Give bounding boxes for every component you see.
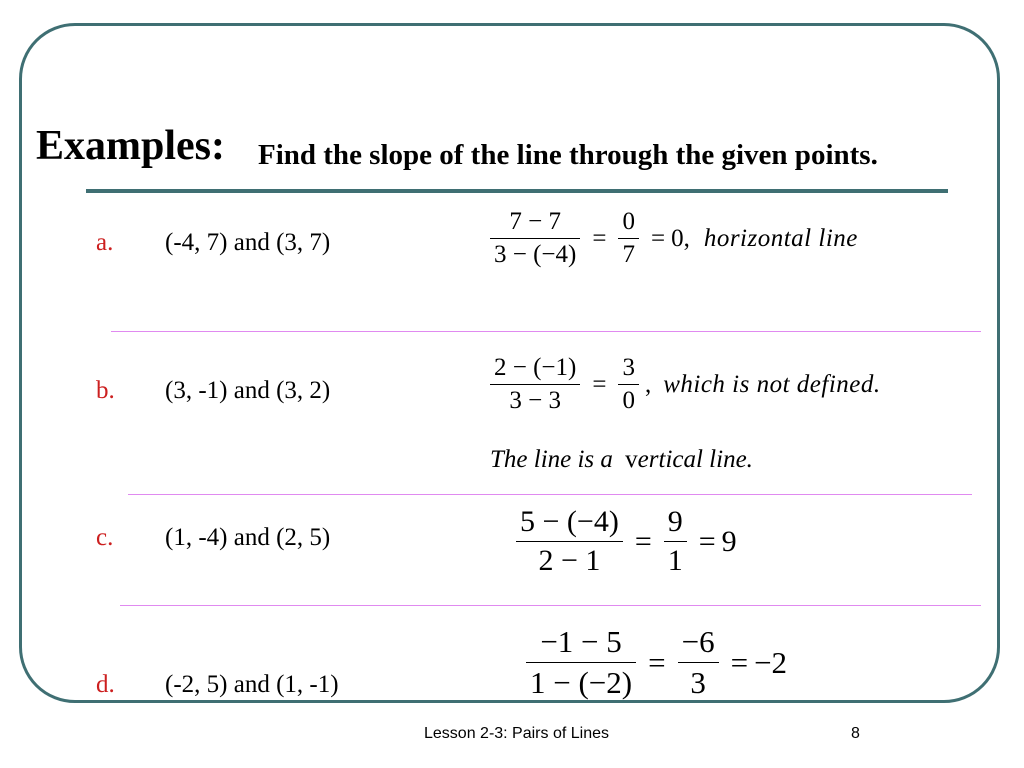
example-d-fraction-1-numerator: −1 − 5	[540, 624, 622, 659]
example-b-vertical-note-v: v	[625, 446, 638, 473]
example-d-result: −2	[754, 644, 788, 680]
example-c-result: 9	[721, 524, 737, 558]
example-d-fraction-1-denominator: 1 − (−2)	[530, 665, 633, 700]
equals-sign: =	[648, 644, 666, 680]
example-d-equation	[520, 624, 787, 701]
slide-title: Examples:	[36, 123, 225, 169]
example-b-vertical-note-start: The line is a	[490, 446, 613, 473]
example-a-fraction-1-denominator: 3 − (−4)	[494, 241, 577, 268]
example-a-fraction-2	[618, 208, 639, 269]
example-d-fraction-2-numerator: −6	[681, 624, 715, 659]
example-d-fraction-2	[678, 624, 719, 701]
example-b-fraction-1	[490, 354, 580, 415]
footer-page-number: 8	[851, 725, 860, 742]
equals-sign: =	[650, 224, 666, 252]
example-b-vertical-note	[490, 446, 753, 474]
separator-line	[120, 605, 981, 606]
equals-sign: =	[592, 370, 607, 398]
equals-sign: =	[592, 224, 607, 252]
example-c-fraction-2-numerator: 9	[667, 505, 683, 538]
title-divider	[86, 189, 948, 193]
example-b-fraction-2-denominator: 0	[622, 387, 635, 414]
example-c-fraction-2	[664, 505, 687, 578]
example-d-points: (-2, 5) and (1, -1)	[165, 671, 339, 698]
example-c-points: (1, -4) and (2, 5)	[165, 524, 331, 551]
example-d-fraction-1	[526, 624, 636, 701]
footer-lesson-title: Lesson 2-3: Pairs of Lines	[424, 725, 609, 742]
example-a-equation	[484, 208, 858, 269]
example-a-fraction-1-numerator: 7 − 7	[509, 208, 561, 235]
equals-sign: =	[698, 524, 716, 558]
equals-sign: =	[730, 644, 749, 680]
example-c-letter: c.	[96, 524, 114, 551]
example-a-points: (-4, 7) and (3, 7)	[165, 229, 331, 256]
example-a-fraction-1	[490, 208, 580, 269]
slide-subtitle: Find the slope of the line through the given points.	[258, 139, 878, 171]
comma: ,	[644, 370, 652, 398]
example-b-letter: b.	[96, 377, 115, 404]
example-b-fraction-2	[618, 354, 639, 415]
example-b-vertical-note-end: ertical line.	[637, 446, 753, 473]
separator-line	[111, 331, 981, 332]
example-b-points: (3, -1) and (3, 2)	[165, 377, 331, 404]
example-a-note: horizontal line	[703, 224, 858, 252]
example-c-fraction-1	[516, 505, 623, 578]
example-a-letter: a.	[96, 229, 114, 256]
example-c-fraction-1-numerator: 5 − (−4)	[520, 505, 619, 538]
example-a-result: 0,	[671, 224, 690, 252]
example-b-equation	[484, 354, 881, 415]
example-b-fraction-1-numerator: 2 − (−1)	[494, 354, 577, 381]
example-c-equation	[510, 505, 737, 578]
example-c-fraction-1-denominator: 2 − 1	[538, 544, 601, 577]
example-b-fraction-1-denominator: 3 − 3	[509, 387, 561, 414]
example-d-fraction-2-denominator: 3	[690, 665, 706, 700]
example-b-note: which is not defined.	[663, 370, 881, 398]
separator-line	[128, 494, 972, 495]
example-a-fraction-2-numerator: 0	[622, 208, 635, 235]
example-c-fraction-2-denominator: 1	[667, 544, 683, 577]
equals-sign: =	[634, 524, 652, 558]
example-d-letter: d.	[96, 671, 115, 698]
example-b-fraction-2-numerator: 3	[622, 354, 635, 381]
example-a-fraction-2-denominator: 7	[622, 241, 635, 268]
